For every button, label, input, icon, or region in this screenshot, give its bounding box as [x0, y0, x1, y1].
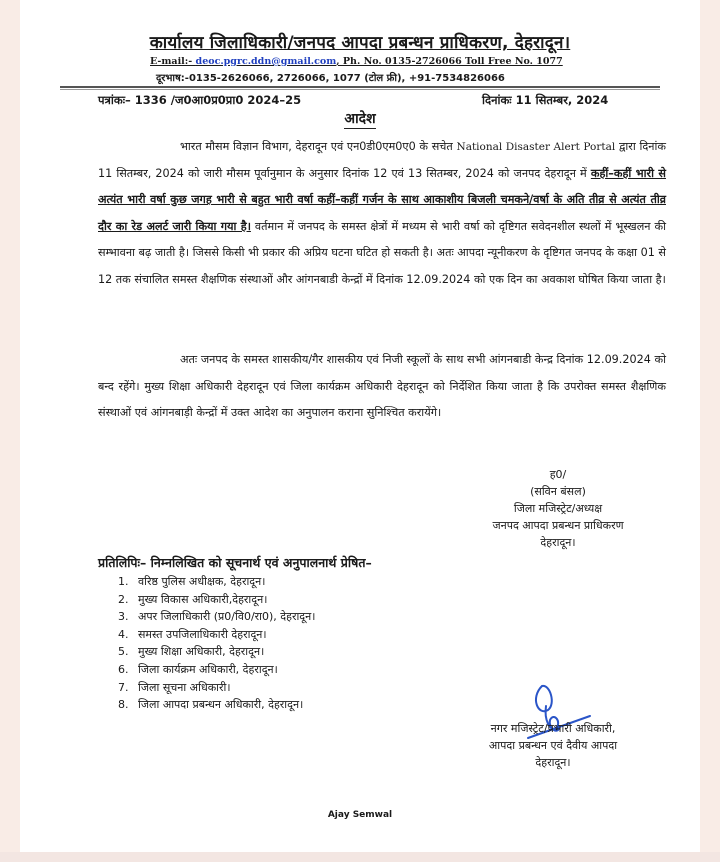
order-paragraph-1 — [98, 134, 666, 293]
list-text: मुख्य विकास अधिकारी,देहरादून। — [138, 592, 268, 606]
city-magistrate-block — [468, 720, 638, 771]
signature-line: ह0/ — [549, 468, 567, 481]
office-title: कार्यालय जिलाधिकारी/जनपद आपदा प्रबन्धन प्राधिकरण, देहरादून। — [149, 33, 571, 53]
footer-name: Ajay Semwal — [327, 810, 393, 820]
order-heading: आदेश — [344, 111, 376, 127]
list-number: 5. — [118, 645, 129, 659]
list-item — [118, 626, 315, 644]
district-magistrate-signature-block — [482, 466, 634, 551]
list-item — [118, 591, 315, 609]
contact-numbers: , Ph. No. 0135-2726066 Toll Free No. 1077 — [336, 56, 563, 67]
list-text: मुख्य शिक्षा अधिकारी, देहरादून। — [138, 645, 265, 659]
list-number: 4. — [118, 627, 129, 641]
order-date: दिनांकः 11 सितम्बर, 2024 — [482, 93, 609, 107]
para1-mid: द्वारा दिनांक 11 सितम्बर, 2024 को जारी मौसम पूर्वानुमान के अनुसार दिनांक 12 एवं 13 सितम्बर, 2024 को जनपद देहरादून में — [98, 140, 667, 180]
city-magistrate-department: आपदा प्रबन्धन एवं दैवीय आपदा — [488, 739, 618, 752]
list-number: 1. — [118, 575, 129, 588]
para1-start: भारत मौसम विज्ञान विभाग, देहरादून एवं एन0डी0एम0ए0 के सचेत — [180, 140, 457, 153]
list-item — [118, 696, 315, 714]
para1-english: National Disaster Alert Portal — [456, 141, 616, 153]
list-item — [118, 608, 315, 626]
list-text: समस्त उपजिलाधिकारी देहरादून। — [138, 627, 267, 641]
list-text: जिला आपदा प्रबन्धन अधिकारी, देहरादून। — [138, 698, 304, 712]
document-page — [20, 0, 700, 852]
order-heading-wrap — [20, 109, 700, 128]
list-number: 2. — [118, 592, 129, 606]
header-divider-thin — [60, 89, 660, 90]
copy-to-list — [118, 573, 315, 714]
signatory-authority: जनपद आपदा प्रबन्धन प्राधिकरण — [492, 519, 624, 532]
para2-text: अतः जनपद के समस्त शासकीय/गैर शासकीय एवं निजी स्कूलों के साथ सभी आंगनबाडी केन्द्र दिनांक 12.09.2024 को बन्द रहेंगे। मुख्य शिक्षा अधिकारी देहरादून एवं जिला कार्यक्रम अधिकारी देहरादून को निर्देशित किया जाता है कि उपरोक्त समस्त शैक्षणिक संस्थाओं एवं आंगनबाड़ी केन्द्रों में उक्त आदेश का अनुपालन कराना सुनिश्चित करायेंगे। — [98, 353, 666, 419]
list-item — [118, 661, 315, 679]
email-contact-line — [150, 56, 563, 67]
list-number: 3. — [118, 610, 129, 624]
list-text: अपर जिलाधिकारी (प्र0/वि0/रा0), देहरादून। — [138, 610, 316, 624]
email-label: E-mail:- — [150, 56, 196, 67]
city-magistrate-designation: नगर मजिस्ट्रेट/प्रभारी अधिकारी, — [490, 722, 616, 735]
order-paragraph-2 — [98, 347, 666, 427]
list-number: 8. — [118, 698, 129, 712]
header-divider — [60, 86, 660, 88]
city-magistrate-location: देहरादून। — [535, 756, 571, 769]
list-text: जिला सूचना अधिकारी। — [138, 680, 231, 694]
red-alert-text: कहीं–कहीं भारी से अत्यंत भारी वर्षा कुछ जगह भारी से बहुत भारी वर्षा कहीं–कहीं गर्जन के साथ आकाशीय बिजली चमकने/वर्षा के अति तीव्र से अत्यंत तीव्र दौर का रेड अलर्ट जारी किया गया है। — [98, 166, 666, 233]
list-number: 7. — [118, 680, 129, 694]
signatory-location: देहरादून। — [540, 536, 576, 549]
para1-end: वर्तमान में जनपद के समस्त क्षेत्रों में मध्यम से भारी वर्षा को दृष्टिगत सवेदनशील स्थलों में भूस्खलन की सम्भावना बढ़ जाती है। जिससे किसी भी प्रकार की अप्रिय घटना घटित हो सकती है। अतः आपदा न्यूनीकरण के दृष्टिगत जनपद के कक्षा 01 से 12 तक संचालित समस्त शैक्षणिक संस्थाओं और आंगनबाडी केन्द्रों में दिनांक 12.09.2024 को एक दिन का अवकाश घोषित किया जाता है। — [98, 219, 666, 286]
signatory-name: (सविन बंसल) — [530, 485, 586, 498]
copy-to-heading: प्रतिलिपिः– निम्नलिखित को सूचनार्थ एवं अनुपालनार्थ प्रेषित– — [98, 555, 372, 570]
reference-number: पत्रांकः– 1336 /ज0आ0प्र0प्रा0 2024–25 — [98, 93, 302, 107]
phone-line: दूरभाष:-0135-2626066, 2726066, 1077 (टोल फ्री), +91-7534826066 — [156, 73, 505, 84]
list-number: 6. — [118, 662, 129, 676]
email-link[interactable]: deoc.pgrc.ddn@gmail.com — [195, 56, 337, 67]
list-item — [118, 573, 315, 591]
list-item — [118, 643, 315, 661]
list-text: वरिष्ठ पुलिस अधीक्षक, देहरादून। — [138, 575, 266, 588]
list-item — [118, 679, 315, 697]
list-text: जिला कार्यक्रम अधिकारी, देहरादून। — [138, 662, 278, 676]
signatory-designation: जिला मजिस्ट्रेट/अध्यक्ष — [513, 502, 603, 515]
bottom-band — [0, 852, 720, 862]
